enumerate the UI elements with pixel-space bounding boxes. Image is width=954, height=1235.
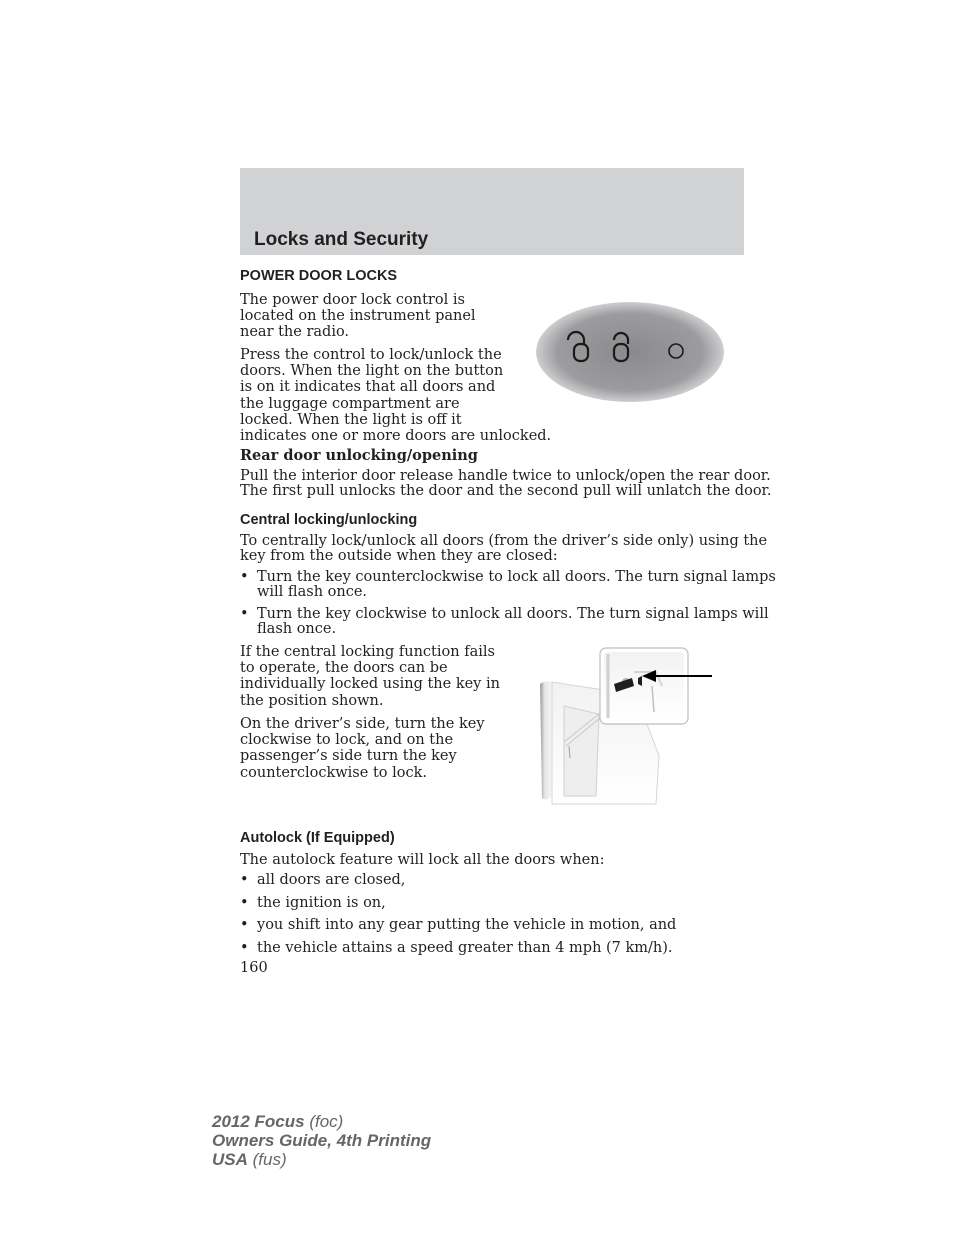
bullet-icon: • — [240, 569, 249, 585]
door-key-lock-illustration-icon — [534, 646, 714, 806]
footer — [212, 1112, 431, 1169]
text-line: indicates one or more doors are unlocked. — [240, 428, 552, 445]
footer-market-code: (fus) — [247, 1150, 287, 1169]
text-line: individually locked using the key in — [240, 676, 500, 693]
footer-model-code: (foc) — [304, 1112, 344, 1131]
autolock-intro: The autolock feature will lock all the doors when: — [240, 852, 605, 868]
bullet-icon: • — [240, 872, 249, 888]
section-title: Locks and Security — [254, 229, 429, 250]
text-line: On the driver’s side, turn the key — [240, 716, 485, 732]
text-line: is on it indicates that all doors and — [240, 379, 496, 396]
footer-model: 2012 Focus — [212, 1112, 305, 1131]
footer-line-3 — [212, 1150, 431, 1169]
central-locking-paragraph-3 — [240, 644, 500, 709]
door-lock-switch-icon — [534, 300, 726, 404]
rear-door-heading: Rear door unlocking/opening — [240, 447, 478, 464]
bullet-icon: • — [240, 940, 249, 956]
text-line: The power door lock control is — [240, 292, 465, 308]
text-line: will flash once. — [257, 584, 368, 600]
text-line: the position shown. — [240, 692, 384, 709]
central-locking-heading: Central locking/unlocking — [240, 512, 418, 528]
footer-line-1 — [212, 1112, 431, 1131]
text-line: Turn the key clockwise to unlock all doors. The turn signal lamps will — [257, 606, 769, 622]
text-line: To centrally lock/unlock all doors (from the driver’s side only) using the — [240, 533, 768, 549]
list-item — [240, 607, 769, 637]
text-line: The first pull unlocks the door and the second pull will unlatch the door. — [240, 483, 772, 499]
list-item — [240, 570, 776, 600]
text-line: the ignition is on, — [257, 895, 386, 911]
list-item — [240, 896, 386, 911]
list-item — [240, 918, 676, 933]
power-door-locks-paragraph-2 — [240, 347, 551, 444]
central-locking-paragraph-4 — [240, 716, 485, 781]
bullet-icon: • — [240, 917, 249, 933]
list-item — [240, 941, 673, 956]
rear-door-paragraph — [240, 469, 772, 499]
footer-market: USA — [212, 1150, 248, 1169]
footer-printing: Owners Guide, 4th Printing — [212, 1131, 432, 1150]
text-line: Turn the key counterclockwise to lock all doors. The turn signal lamps — [257, 569, 776, 585]
footer-line-2 — [212, 1131, 431, 1150]
text-line: Press the control to lock/unlock the — [240, 347, 502, 363]
text-line: counterclockwise to lock. — [240, 764, 427, 781]
page-number: 160 — [240, 960, 268, 976]
bullet-icon: • — [240, 895, 249, 911]
text-line: near the radio. — [240, 324, 350, 341]
text-line: the vehicle attains a speed greater than 4 mph (7 km/h). — [257, 940, 673, 956]
text-line: the luggage compartment are — [240, 395, 460, 412]
text-line: located on the instrument panel — [240, 308, 476, 325]
list-item — [240, 873, 405, 888]
text-line: to operate, the doors can be — [240, 660, 448, 677]
text-line: If the central locking function fails — [240, 644, 495, 660]
text-line: all doors are closed, — [257, 872, 406, 888]
text-line: key from the outside when they are closed: — [240, 548, 558, 564]
central-locking-intro — [240, 534, 767, 564]
text-line: Pull the interior door release handle twice to unlock/open the rear door. — [240, 468, 771, 484]
section-header-band — [240, 168, 744, 255]
text-line: doors. When the light on the button — [240, 363, 504, 380]
text-line: flash once. — [257, 621, 337, 637]
power-door-locks-heading: POWER DOOR LOCKS — [240, 268, 398, 284]
text-line: passenger’s side turn the key — [240, 748, 457, 765]
text-line: clockwise to lock, and on the — [240, 732, 454, 749]
bullet-icon: • — [240, 606, 249, 622]
text-line: you shift into any gear putting the vehicle in motion, and — [257, 917, 677, 933]
autolock-heading: Autolock (If Equipped) — [240, 830, 395, 846]
text-line: locked. When the light is off it — [240, 411, 462, 428]
power-door-locks-paragraph-1 — [240, 292, 476, 341]
